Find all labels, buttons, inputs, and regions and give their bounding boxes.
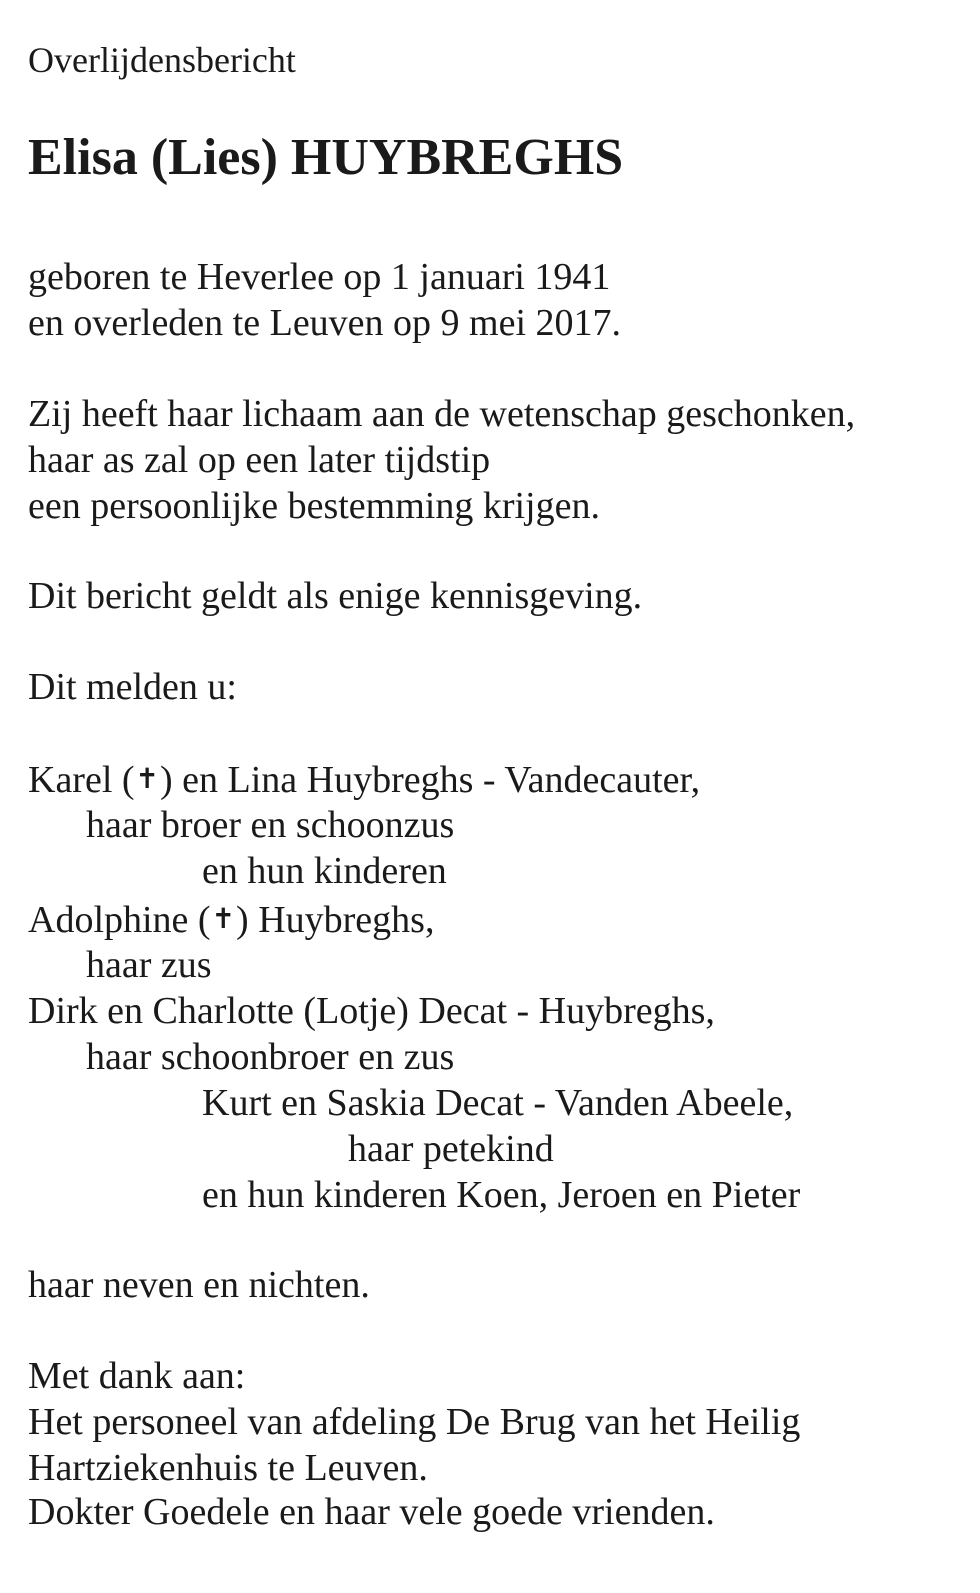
family-adolphine-name: Adolphine (: [28, 899, 211, 941]
family-adolphine-surname: ) Huybreghs,: [236, 899, 435, 941]
family-adolphine-relation: haar zus: [86, 944, 212, 986]
family-dirk-relation: haar schoonbroer en zus: [86, 1036, 455, 1078]
thanks-heading: Met dank aan:: [28, 1355, 246, 1397]
thanks-line: Dokter Goedele en haar vele goede vrienden.: [28, 1491, 715, 1533]
family-karel-relation: haar broer en schoonzus: [86, 804, 455, 846]
thanks-line: Hartziekenhuis te Leuven.: [28, 1447, 428, 1489]
body-line: een persoonlijke bestemming krijgen.: [28, 485, 600, 527]
body-line: haar as zal op een later tijdstip: [28, 439, 491, 481]
birth-line: geboren te Heverlee op 1 januari 1941: [28, 256, 611, 298]
body-line: Zij heeft haar lichaam aan de wetenschap geschonken,: [28, 393, 856, 435]
cross-icon: ✝: [135, 762, 160, 795]
notice-heading: Overlijdensbericht: [28, 40, 296, 80]
cousins-line: haar neven en nichten.: [28, 1264, 370, 1306]
family-karel-name: Karel (: [28, 759, 135, 801]
family-karel-partner: ) en Lina Huybreghs - Vandecauter,: [160, 759, 701, 801]
family-karel: [28, 756, 700, 803]
family-karel-children: en hun kinderen: [202, 850, 447, 892]
family-adolphine: [28, 896, 434, 943]
family-kurt-children: en hun kinderen Koen, Jeroen en Pieter: [202, 1174, 801, 1216]
family-kurt: Kurt en Saskia Decat - Vanden Abeele,: [202, 1082, 794, 1124]
announce-line: Dit melden u:: [28, 666, 237, 708]
family-dirk: Dirk en Charlotte (Lotje) Decat - Huybreghs,: [28, 990, 715, 1032]
thanks-line: Het personeel van afdeling De Brug van het Heilig: [28, 1401, 801, 1443]
notice-statement: Dit bericht geldt als enige kennisgeving.: [28, 575, 643, 617]
cross-icon: ✝: [211, 902, 236, 935]
family-kurt-relation: haar petekind: [348, 1128, 554, 1170]
deceased-name: Elisa (Lies) HUYBREGHS: [28, 129, 624, 186]
death-line: en overleden te Leuven op 9 mei 2017.: [28, 302, 622, 344]
